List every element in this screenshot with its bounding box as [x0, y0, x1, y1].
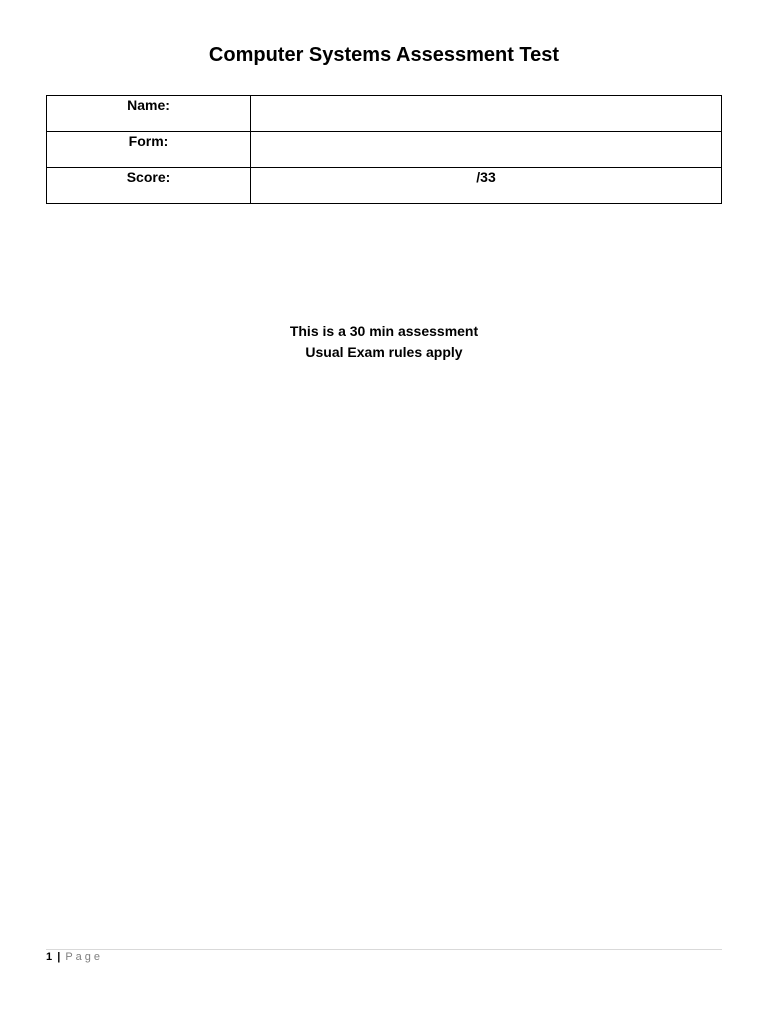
- instruction-duration: This is a 30 min assessment: [289, 323, 479, 339]
- footer-divider: [46, 949, 722, 950]
- form-value: [251, 132, 722, 168]
- table-row-score: [47, 168, 722, 204]
- name-value: [251, 96, 722, 132]
- footer-separator: |: [57, 951, 61, 963]
- document-title: Computer Systems Assessment Test: [208, 44, 560, 66]
- table-row-form: [47, 132, 722, 168]
- student-info-table: [46, 95, 722, 204]
- page-number: 1: [46, 951, 53, 963]
- form-label: Form:: [47, 132, 251, 168]
- instruction-rules: Usual Exam rules apply: [305, 344, 463, 360]
- score-label: Score:: [47, 168, 251, 204]
- page-footer: [46, 951, 103, 963]
- instructions: [0, 321, 768, 363]
- name-label: Name:: [47, 96, 251, 132]
- page-label: Page: [65, 951, 104, 963]
- score-value: /33: [251, 168, 722, 204]
- table-row-name: [47, 96, 722, 132]
